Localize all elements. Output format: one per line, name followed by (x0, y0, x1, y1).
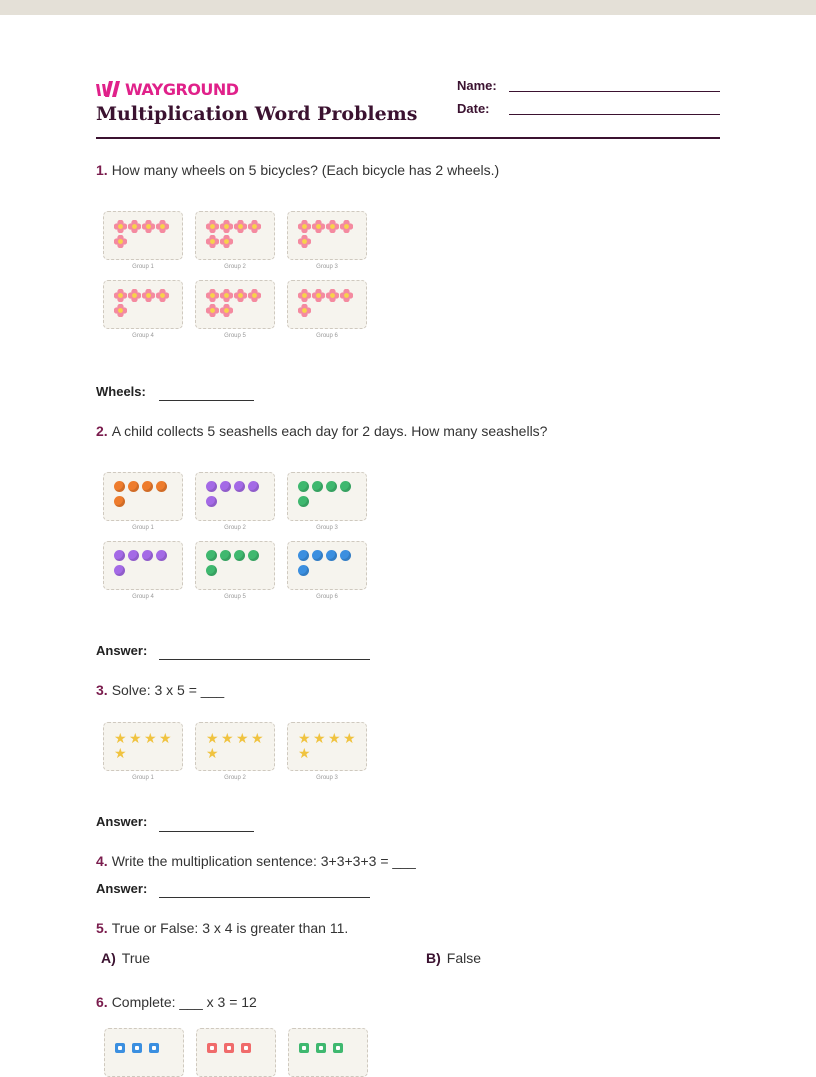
answer-label: Answer: (96, 643, 148, 658)
circle-icon (128, 550, 139, 561)
group-caption: Group 4 (132, 594, 154, 600)
group-box (195, 472, 275, 521)
option-text: True (121, 950, 151, 966)
question-1 (96, 162, 499, 178)
flower-icon (298, 304, 311, 322)
star-icon: ★ (144, 730, 157, 746)
flower-icon (312, 289, 325, 307)
group-box (195, 211, 275, 260)
square-icon (149, 1043, 159, 1053)
star-icon: ★ (343, 730, 356, 746)
flower-icon (206, 235, 219, 253)
circle-icon (206, 481, 217, 492)
option-text: False (446, 950, 482, 966)
flower-icon (312, 220, 325, 238)
question-4 (96, 853, 416, 869)
circle-icon (312, 481, 323, 492)
circle-icon (114, 565, 125, 576)
circle-icon (142, 481, 153, 492)
circle-icon (156, 550, 167, 561)
circle-icon (156, 481, 167, 492)
group-box (287, 280, 367, 329)
square-icon (333, 1043, 343, 1053)
group-box (103, 722, 183, 771)
flower-icon (326, 289, 339, 307)
question-text: A child collects 5 seashells each day for 2 days. How many seashells? (111, 423, 548, 439)
circle-icon (326, 481, 337, 492)
circle-icon (340, 481, 351, 492)
square-icon (115, 1043, 125, 1053)
group-caption: Group 6 (316, 333, 338, 339)
question-text: Write the multiplication sentence: 3+3+3+3 = ___ (111, 853, 416, 869)
page-top-bar (0, 0, 816, 15)
star-icon: ★ (328, 730, 341, 746)
star-icon: ★ (114, 730, 127, 746)
group-caption: Group 6 (316, 594, 338, 600)
group-caption: Group 1 (132, 775, 154, 781)
flower-icon (234, 289, 247, 307)
group-caption: Group 1 (132, 525, 154, 531)
circle-icon (114, 496, 125, 507)
flower-icon (326, 220, 339, 238)
flower-icon (128, 289, 141, 307)
answer-label: Answer: (96, 814, 148, 829)
group-caption: Group 1 (132, 264, 154, 270)
group-box (287, 722, 367, 771)
star-icon: ★ (206, 730, 219, 746)
date-label: Date: (457, 101, 490, 116)
logo-text: WAYGROUND (125, 79, 239, 99)
star-icon: ★ (251, 730, 264, 746)
star-icon: ★ (206, 745, 219, 761)
square-icon (299, 1043, 309, 1053)
question-number: 2. (96, 423, 108, 439)
flower-icon (234, 220, 247, 238)
group-caption: Group 3 (316, 264, 338, 270)
flower-icon (298, 235, 311, 253)
question-text: True or False: 3 x 4 is greater than 11. (111, 920, 349, 936)
star-icon: ★ (129, 730, 142, 746)
group-box (287, 472, 367, 521)
group-box (103, 541, 183, 590)
question-text: How many wheels on 5 bicycles? (Each bicycle has 2 wheels.) (111, 162, 500, 178)
wheels-answer-field[interactable] (159, 400, 254, 401)
group-caption: Group 3 (316, 775, 338, 781)
question-text: Solve: 3 x 5 = ___ (111, 682, 225, 698)
star-icon: ★ (159, 730, 172, 746)
flower-icon (156, 289, 169, 307)
question-number: 5. (96, 920, 108, 936)
flower-icon (340, 220, 353, 238)
circle-icon (298, 565, 309, 576)
circle-icon (142, 550, 153, 561)
group-caption: Group 2 (224, 264, 246, 270)
group-caption: Group 5 (224, 594, 246, 600)
group-box (103, 280, 183, 329)
star-icon: ★ (313, 730, 326, 746)
flower-icon (142, 289, 155, 307)
circle-icon (298, 496, 309, 507)
circle-icon (114, 550, 125, 561)
flower-icon (114, 235, 127, 253)
star-icon: ★ (236, 730, 249, 746)
circle-icon (248, 550, 259, 561)
circle-icon (248, 481, 259, 492)
flower-icon (248, 220, 261, 238)
seashells-answer-field[interactable] (159, 659, 370, 660)
group-box (287, 541, 367, 590)
brand-logo (96, 79, 239, 99)
date-field[interactable] (509, 114, 720, 115)
square-icon (316, 1043, 326, 1053)
question-number: 6. (96, 994, 108, 1010)
circle-icon (128, 481, 139, 492)
group-box (195, 722, 275, 771)
group-caption: Group 3 (316, 525, 338, 531)
circle-icon (234, 550, 245, 561)
flower-icon (248, 289, 261, 307)
question-number: 3. (96, 682, 108, 698)
group-box (103, 472, 183, 521)
logo-mark-icon (96, 81, 122, 97)
group-box (103, 211, 183, 260)
flower-icon (206, 304, 219, 322)
question-2 (96, 423, 547, 439)
group-box (196, 1028, 276, 1077)
square-icon (241, 1043, 251, 1053)
flower-icon (220, 235, 233, 253)
flower-icon (128, 220, 141, 238)
circle-icon (326, 550, 337, 561)
group-box (195, 541, 275, 590)
question-number: 4. (96, 853, 108, 869)
answer-label: Answer: (96, 881, 148, 896)
group-caption: Group 5 (224, 333, 246, 339)
circle-icon (220, 481, 231, 492)
group-caption: Group 2 (224, 525, 246, 531)
circle-icon (220, 550, 231, 561)
circle-icon (206, 550, 217, 561)
option-letter: A) (101, 950, 116, 966)
question-text: Complete: ___ x 3 = 12 (111, 994, 257, 1010)
circle-icon (298, 550, 309, 561)
square-icon (207, 1043, 217, 1053)
star-icon: ★ (298, 745, 311, 761)
circle-icon (206, 565, 217, 576)
page-title: Multiplication Word Problems (96, 103, 418, 125)
square-icon (224, 1043, 234, 1053)
group-box (104, 1028, 184, 1077)
square-icon (132, 1043, 142, 1053)
star-icon: ★ (298, 730, 311, 746)
flower-icon (220, 304, 233, 322)
question-3 (96, 682, 224, 698)
circle-icon (206, 496, 217, 507)
circle-icon (312, 550, 323, 561)
sentence-answer-field[interactable] (159, 897, 370, 898)
group-box (195, 280, 275, 329)
flower-icon (156, 220, 169, 238)
group-box (287, 211, 367, 260)
circle-icon (234, 481, 245, 492)
question-5 (96, 920, 348, 936)
flower-icon (340, 289, 353, 307)
group-caption: Group 4 (132, 333, 154, 339)
flower-icon (114, 304, 127, 322)
name-field[interactable] (509, 91, 720, 92)
star-icon: ★ (221, 730, 234, 746)
option-letter: B) (426, 950, 441, 966)
flower-icon (142, 220, 155, 238)
option-true[interactable] (101, 950, 150, 966)
group-box (288, 1028, 368, 1077)
header-divider (96, 137, 720, 139)
circle-icon (340, 550, 351, 561)
group-caption: Group 2 (224, 775, 246, 781)
circle-icon (114, 481, 125, 492)
circle-icon (298, 481, 309, 492)
question-number: 1. (96, 162, 108, 178)
star-icon: ★ (114, 745, 127, 761)
solve-answer-field[interactable] (159, 831, 254, 832)
name-label: Name: (457, 78, 497, 93)
question-6 (96, 994, 257, 1010)
answer-label: Wheels: (96, 384, 146, 399)
option-false[interactable] (426, 950, 481, 966)
